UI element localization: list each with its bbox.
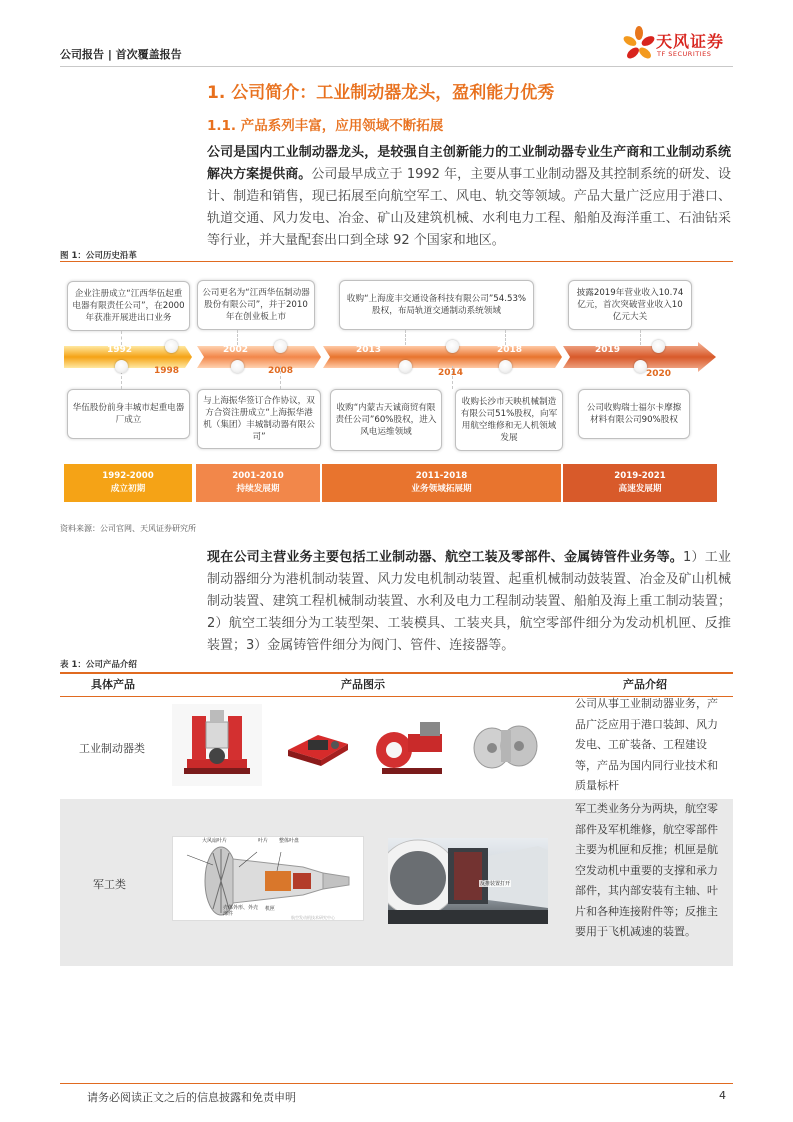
intro-bold-text: 公司是国内工业制动器龙头，是较强自主创新能力的工业制动器专业生产商和工业制动系统解决方案提供商。 [207, 145, 731, 182]
thrust-reverser-drawing [388, 838, 548, 924]
product-category: 军工类 [93, 878, 126, 891]
column-header-image: 产品图示 [341, 678, 385, 691]
phase-range: 2019-2021 [614, 471, 666, 481]
company-logo [622, 26, 737, 66]
brake-product-image [467, 712, 545, 778]
phase-name: 成立初期 [110, 484, 146, 494]
column-header-product: 具体产品 [91, 678, 135, 691]
engine-label: 机匣 [265, 906, 276, 912]
image-label: 反推装置打开 [480, 881, 511, 887]
logo-flower-icon [622, 26, 656, 66]
footer-disclaimer: 请务必阅读正文之后的信息披露和免责申明 [87, 1091, 296, 1104]
product-category: 工业制动器类 [79, 742, 145, 755]
engine-label: 整体叶盘 [279, 838, 300, 844]
phase-block [322, 464, 561, 502]
year-label: 2008 [268, 366, 294, 376]
year-label: 1992 [107, 345, 133, 355]
engine-cutaway-image [172, 836, 364, 921]
event-2019: 披露2019年营业收入10.74亿元，首次突破营业收入10亿元大关 [568, 280, 692, 330]
phase-range: 2001-2010 [232, 471, 284, 481]
connector [640, 330, 641, 345]
phase-block [64, 464, 192, 502]
table-title: 表 1：公司产品介绍 [60, 660, 137, 670]
thrust-reverser-image [388, 838, 548, 924]
year-label: 1998 [154, 366, 180, 376]
phase-block [563, 464, 717, 502]
phase-range: 2011-2018 [415, 471, 468, 481]
intro-paragraph [207, 142, 731, 252]
event-1992: 企业注册成立“江西华伍起重电器有限责任公司”，在2000年获准开展进出口业务 [67, 281, 190, 331]
logo-name-cn: 天风证券 [656, 32, 725, 51]
report-type-label: 公司报告 | 首次覆盖报告 [60, 48, 182, 61]
event-2002: 公司更名为“江西华伍制动器股份有限公司”，并于2010年在创业板上市 [197, 280, 315, 330]
year-label: 2014 [438, 368, 464, 378]
event-2013: 收购“上海庞丰交通设备科技有限公司”54.53%股权，布局轨道交通制动系统领域 [339, 280, 534, 330]
event-2020: 公司收购瑞士福尔卡摩擦材料有限公司90%股权 [578, 389, 690, 439]
timeline-dot [115, 360, 128, 373]
business-body-text: 1）工业制动器细分为港机制动装置、风力发电机制动装置、起重机械制动鼓装置、冶金及矿山机械制动装置、建筑工程机械制动装置、水利及电力工程制动装置、船舶及海上重工制动装置；2）航空工装细分为工装型架、工装模具、工装夹具，航空零部件细分为发动机机匣、反推装置；3）金属铸管件细分为阀门、管件、连接器等。 [207, 550, 731, 653]
brake-product-image [172, 704, 262, 786]
timeline-dot [652, 340, 665, 353]
page-number: 4 [719, 1089, 726, 1102]
business-paragraph [207, 547, 731, 657]
engine-label: 壳体外形、外壳部件 [223, 905, 259, 917]
phase-range: 1992-2000 [102, 471, 154, 481]
event-2008: 与上海振华签订合作协议，双方合资注册成立“上海振华港机（集团）丰城制动器有限公司” [197, 389, 321, 449]
event-2018: 收购长沙市天映机械制造有限公司51%股权，向军用航空维修和无人机领域发展 [455, 389, 563, 451]
phase-block [196, 464, 320, 502]
timeline-dot [499, 360, 512, 373]
connector [237, 330, 238, 345]
intro-body-text: 公司最早成立于 1992 年，主要从事工业制动器及其控制系统的研发、设计、制造和销售，现已拓展至向航空军工、风电、轨交等领域。产品大量广泛应用于港口、轨道交通、风力发电、冶金、矿山及建筑机械、水利电力工程、船舶及海洋重工、石油钻采等行业，并大量配套出口到全球 92 个国家和地区。 [207, 167, 731, 248]
business-bold-text: 现在公司主营业务主要包括工业制动器、航空工装及零部件、金属铸管件业务等。 [207, 550, 684, 565]
timeline-dot [165, 340, 178, 353]
year-label: 2002 [223, 345, 249, 355]
product-description: 军工类业务分为两块，航空零部件及军机维修，航空零部件主要为机匣和反推；机匣是航空发动机中重要的支撑和承力部件，其内部安装有主轴、叶片和各种连接附件等；反推主要用于飞机减速的装置。 [575, 802, 718, 938]
figure-title-rule [60, 261, 733, 262]
timeline-dot [231, 360, 244, 373]
brake-product-image [283, 720, 353, 770]
connector [121, 331, 122, 345]
image-watermark: 航空发动机技术研究中心 [291, 915, 335, 920]
header-divider [60, 66, 733, 67]
table-top-rule [60, 672, 733, 674]
year-label: 2013 [356, 345, 382, 355]
event-founding: 华伍股份前身丰城市起重电器厂成立 [67, 389, 190, 439]
year-label: 2020 [646, 369, 672, 379]
phase-name: 持续发展期 [236, 484, 280, 494]
timeline-dot [446, 340, 459, 353]
section-heading: 1. 公司简介：工业制动器龙头，盈利能力优秀 [207, 83, 555, 103]
timeline-dot [274, 340, 287, 353]
figure-title: 图 1：公司历史沿革 [60, 251, 137, 261]
logo-name-en: TF SECURITIES [657, 50, 712, 58]
year-label: 2018 [497, 345, 523, 355]
year-label: 2019 [595, 345, 621, 355]
brake-product-image [372, 712, 450, 778]
timeline-dot [399, 360, 412, 373]
product-description: 公司从事工业制动器业务，产品广泛应用于港口装卸、风力发电、工矿装备、工程建设等，产品为国内同行业技术和质量标杆 [575, 697, 718, 792]
connector [505, 330, 506, 345]
figure-source: 资料来源：公司官网、天风证券研究所 [60, 524, 196, 533]
event-2014: 收购“内蒙古天诚商贸有限责任公司”60%股权，进入风电运维领域 [330, 389, 442, 451]
footer-rule [60, 1083, 733, 1084]
column-header-description: 产品介绍 [623, 678, 667, 691]
subsection-heading: 1.1. 产品系列丰富，应用领域不断拓展 [207, 118, 444, 134]
phase-name: 业务领域拓展期 [411, 484, 472, 494]
connector [405, 330, 406, 345]
engine-label: 叶片 [258, 838, 269, 844]
phase-name: 高速发展期 [618, 484, 662, 494]
engine-label: 大风扇叶片 [202, 838, 228, 844]
